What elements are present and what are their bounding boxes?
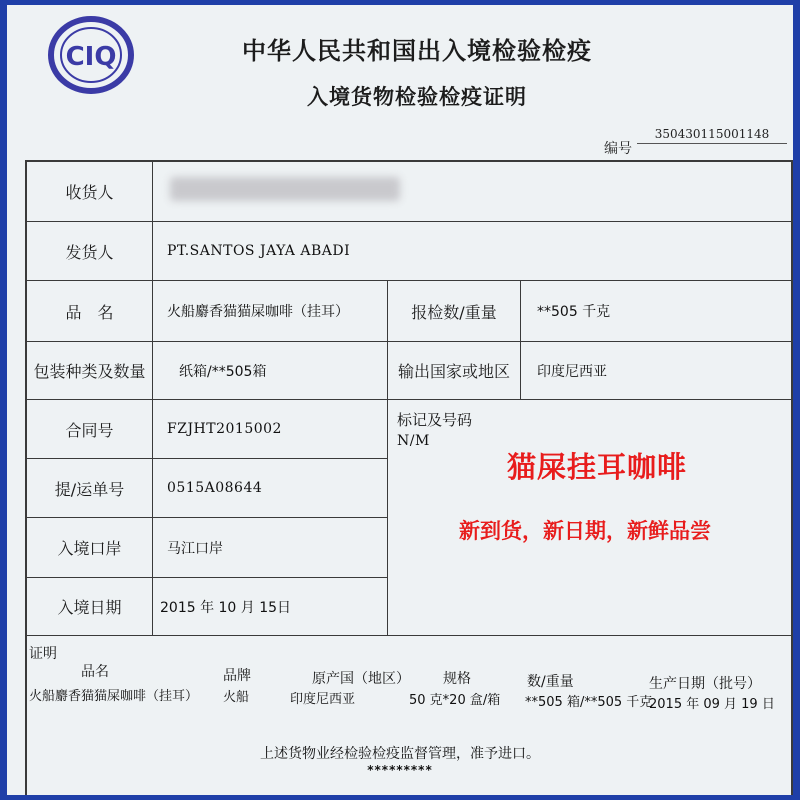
origin-country-value: 印度尼西亚 (537, 363, 607, 380)
marks-label: 标记及号码 (397, 411, 473, 429)
bill-of-lading-value: 0515A08644 (167, 480, 263, 496)
row-divider (25, 635, 793, 636)
contract-value: FZJHT2015002 (167, 421, 282, 437)
quantity-value: **505 千克 (537, 304, 611, 320)
col-header-name: 品名 (81, 664, 109, 680)
col-header-origin: 原产国（地区） (312, 671, 410, 687)
consignor-label: 发货人 (65, 242, 114, 262)
promo-headline: 猫屎挂耳咖啡 (507, 450, 688, 484)
col-header-spec: 规格 (443, 671, 471, 687)
consignor-value: PT.SANTOS JAYA ABADI (167, 243, 351, 259)
certify-brand: 火船 (223, 690, 250, 705)
certify-spec: 50 克*20 盒/箱 (409, 693, 501, 708)
package-value: 纸箱/**505箱 (179, 363, 267, 380)
col-divider (520, 280, 521, 399)
frame-right (791, 160, 793, 795)
entry-date-value: 2015 年 10 月 15日 (160, 599, 292, 616)
col-divider (152, 160, 153, 635)
document-subtitle: 入境货物检验检疫证明 (307, 85, 527, 109)
certificate-paper (7, 5, 793, 795)
entry-port-value: 马江口岸 (167, 540, 223, 557)
quantity-label: 报检数/重量 (411, 302, 497, 322)
certify-stars: ********* (367, 763, 433, 777)
entry-port-label: 入境口岸 (57, 539, 122, 558)
certify-name: 火船麝香猫猫屎咖啡（挂耳） (29, 689, 199, 704)
certify-qty: **505 箱/**505 千克 (525, 695, 653, 710)
ciq-logo-text: CIQ (65, 42, 117, 72)
package-label: 包装种类及数量 (33, 362, 146, 381)
promo-tagline: 新到货，新日期，新鲜品尝 (459, 519, 711, 543)
cert-number-label: 编号 (604, 141, 632, 157)
certificate-form (7, 5, 793, 795)
entry-date-label: 入境日期 (57, 598, 122, 617)
certify-label: 证明 (29, 646, 57, 662)
certify-statement: 上述货物业经检验检疫监督管理，准予进口。 (260, 746, 540, 762)
marks-value: N/M (397, 433, 430, 449)
cert-number-value: 350430115001148 (637, 127, 787, 144)
col-header-qty: 数/重量 (527, 674, 574, 690)
origin-country-label: 输出国家或地区 (397, 362, 510, 381)
bill-of-lading-label: 提/运单号 (54, 479, 125, 499)
goods-value: 火船麝香猫猫屎咖啡（挂耳） (167, 304, 349, 320)
goods-label: 品 名 (65, 302, 114, 322)
document-title: 中华人民共和国出入境检验检疫 (242, 37, 592, 65)
contract-label: 合同号 (65, 420, 114, 440)
col-header-date: 生产日期（批号） (649, 676, 761, 692)
certify-date: 2015 年 09 月 19 日 (649, 697, 775, 712)
consignee-value-redacted (170, 177, 400, 201)
consignee-label: 收货人 (65, 183, 114, 202)
certify-origin: 印度尼西亚 (290, 692, 356, 707)
col-header-brand: 品牌 (223, 668, 251, 684)
